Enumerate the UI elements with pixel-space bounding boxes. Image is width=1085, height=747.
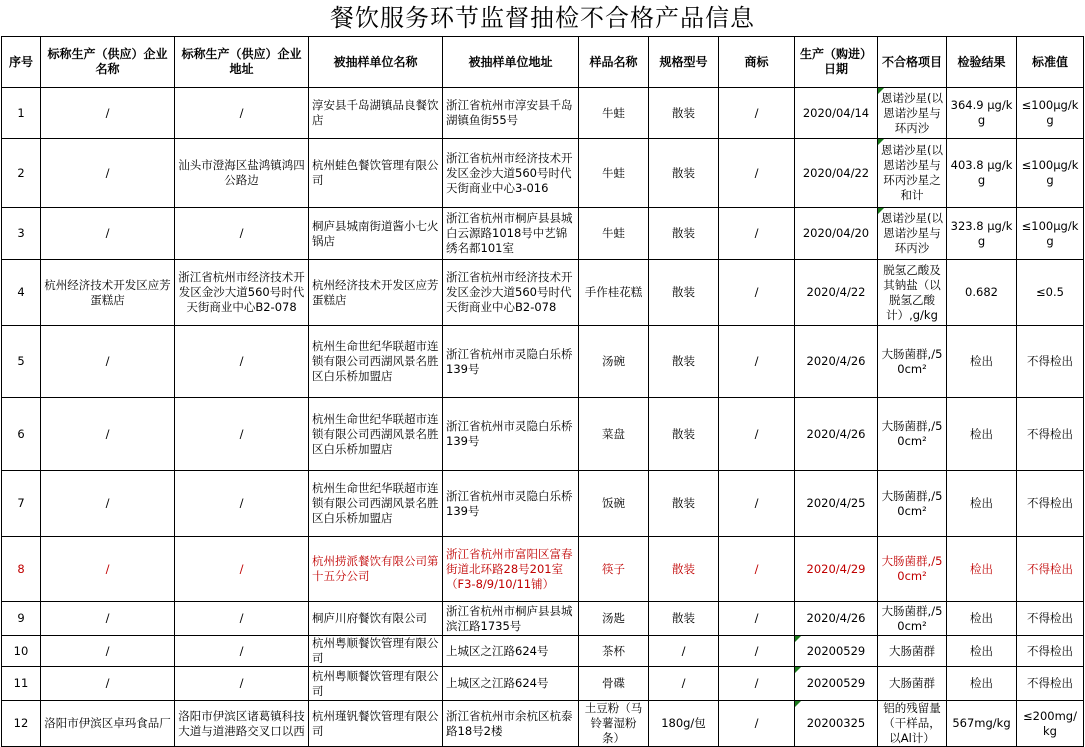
cell-brand: / bbox=[719, 667, 795, 701]
cell-sample-name: 牛蛙 bbox=[579, 88, 649, 139]
cell-spec: 散装 bbox=[649, 208, 719, 260]
cell-seq: 7 bbox=[2, 471, 41, 537]
header-row bbox=[2, 37, 1084, 88]
cell-brand: / bbox=[719, 636, 795, 667]
cell-sample-name: 筷子 bbox=[579, 537, 649, 602]
cell-sample-name: 汤碗 bbox=[579, 326, 649, 398]
table-row bbox=[2, 260, 1084, 326]
cell-brand: / bbox=[719, 326, 795, 398]
cell-seq: 1 bbox=[2, 88, 41, 139]
cell-failed-item: 大肠菌群 bbox=[878, 667, 947, 701]
table-row bbox=[2, 636, 1084, 667]
header-producer-address: 标称生产（供应）企业地址 bbox=[175, 37, 309, 88]
cell-brand: / bbox=[719, 471, 795, 537]
header-sampled-unit-name: 被抽样单位名称 bbox=[309, 37, 443, 88]
cell-sampled-unit-name: 杭州粤顺餐饮管理有限公司 bbox=[309, 667, 443, 701]
cell-brand: / bbox=[719, 139, 795, 208]
cell-spec: 散装 bbox=[649, 602, 719, 636]
cell-seq: 5 bbox=[2, 326, 41, 398]
cell-sampled-unit-address: 浙江省杭州市淳安县千岛湖镇鱼街55号 bbox=[443, 88, 579, 139]
cell-sample-name: 牛蛙 bbox=[579, 208, 649, 260]
cell-standard: 不得检出 bbox=[1017, 398, 1084, 471]
cell-sampled-unit-name: 杭州蛙色餐饮管理有限公司 bbox=[309, 139, 443, 208]
cell-brand: / bbox=[719, 602, 795, 636]
cell-sampled-unit-address: 上城区之江路624号 bbox=[443, 636, 579, 667]
cell-sampled-unit-name: 杭州生命世纪华联超市连锁有限公司西湖风景名胜区白乐桥加盟店 bbox=[309, 326, 443, 398]
header-date: 生产（购进）日期 bbox=[795, 37, 878, 88]
cell-brand: / bbox=[719, 398, 795, 471]
table-row bbox=[2, 326, 1084, 398]
cell-failed-item: 铝的残留量（干样品，以Al计） bbox=[878, 701, 947, 747]
cell-spec: 散装 bbox=[649, 471, 719, 537]
cell-sampled-unit-address: 浙江省杭州市灵隐白乐桥139号 bbox=[443, 471, 579, 537]
cell-seq: 6 bbox=[2, 398, 41, 471]
cell-result: 0.682 bbox=[947, 260, 1017, 326]
header-brand: 商标 bbox=[719, 37, 795, 88]
cell-brand: / bbox=[719, 537, 795, 602]
header-sample-name: 样品名称 bbox=[579, 37, 649, 88]
cell-sample-name: 牛蛙 bbox=[579, 139, 649, 208]
cell-producer-name: / bbox=[41, 88, 175, 139]
cell-sample-name: 手作桂花糕 bbox=[579, 260, 649, 326]
table-row bbox=[2, 139, 1084, 208]
cell-date: 2020/4/22 bbox=[795, 260, 878, 326]
cell-standard: 不得检出 bbox=[1017, 636, 1084, 667]
cell-date: 2020/4/26 bbox=[795, 398, 878, 471]
cell-standard: ≤200mg/kg bbox=[1017, 701, 1084, 747]
cell-standard: 不得检出 bbox=[1017, 326, 1084, 398]
cell-producer-address: / bbox=[175, 636, 309, 667]
cell-standard: ≤100μg/kg bbox=[1017, 139, 1084, 208]
cell-result: 364.9 μg/kg bbox=[947, 88, 1017, 139]
cell-date: 20200529 bbox=[795, 667, 878, 701]
page-title: 餐饮服务环节监督抽检不合格产品信息 bbox=[330, 4, 755, 32]
cell-producer-address: / bbox=[175, 208, 309, 260]
cell-sample-name: 茶杯 bbox=[579, 636, 649, 667]
cell-brand: / bbox=[719, 701, 795, 747]
cell-brand: / bbox=[719, 260, 795, 326]
cell-sample-name: 骨碟 bbox=[579, 667, 649, 701]
table-row bbox=[2, 701, 1084, 747]
cell-failed-item: 恩诺沙星(以恩诺沙星与环丙沙 bbox=[878, 88, 947, 139]
cell-standard: 不得检出 bbox=[1017, 471, 1084, 537]
cell-brand: / bbox=[719, 88, 795, 139]
cell-sampled-unit-address: 浙江省杭州市经济技术开发区金沙大道560号时代天街商业中心3-016 bbox=[443, 139, 579, 208]
cell-brand: / bbox=[719, 208, 795, 260]
cell-sampled-unit-address: 浙江省杭州市余杭区杭泰路18号2楼 bbox=[443, 701, 579, 747]
cell-result: 检出 bbox=[947, 667, 1017, 701]
cell-result: 403.8 μg/kg bbox=[947, 139, 1017, 208]
cell-sampled-unit-name: 桐庐县城南街道酱小七火锅店 bbox=[309, 208, 443, 260]
cell-producer-name: / bbox=[41, 537, 175, 602]
cell-failed-item: 大肠菌群,/50cm² bbox=[878, 537, 947, 602]
cell-sampled-unit-name: 杭州经济技术开发区应芳蛋糕店 bbox=[309, 260, 443, 326]
table-row bbox=[2, 398, 1084, 471]
cell-sampled-unit-address: 上城区之江路624号 bbox=[443, 667, 579, 701]
cell-date: 20200529 bbox=[795, 636, 878, 667]
cell-producer-name: 杭州经济技术开发区应芳蛋糕店 bbox=[41, 260, 175, 326]
cell-failed-item: 大肠菌群 bbox=[878, 636, 947, 667]
cell-spec: 散装 bbox=[649, 398, 719, 471]
cell-seq: 10 bbox=[2, 636, 41, 667]
cell-producer-name: / bbox=[41, 667, 175, 701]
cell-producer-address: / bbox=[175, 537, 309, 602]
table-row bbox=[2, 88, 1084, 139]
table-row-highlighted bbox=[2, 537, 1084, 602]
cell-spec: 180g/包 bbox=[649, 701, 719, 747]
cell-seq: 4 bbox=[2, 260, 41, 326]
cell-producer-name: / bbox=[41, 471, 175, 537]
table-row bbox=[2, 602, 1084, 636]
cell-result: 检出 bbox=[947, 537, 1017, 602]
cell-producer-name: / bbox=[41, 398, 175, 471]
cell-date: 2020/04/22 bbox=[795, 139, 878, 208]
inspection-table bbox=[1, 36, 1084, 747]
cell-standard: ≤0.5 bbox=[1017, 260, 1084, 326]
cell-result: 检出 bbox=[947, 326, 1017, 398]
cell-spec: 散装 bbox=[649, 139, 719, 208]
cell-standard: 不得检出 bbox=[1017, 667, 1084, 701]
header-standard: 标准值 bbox=[1017, 37, 1084, 88]
cell-failed-item: 恩诺沙星(以恩诺沙星与环丙沙 bbox=[878, 208, 947, 260]
cell-producer-name: / bbox=[41, 602, 175, 636]
cell-result: 检出 bbox=[947, 471, 1017, 537]
cell-sample-name: 菜盘 bbox=[579, 398, 649, 471]
cell-sampled-unit-address: 浙江省杭州市桐庐县县城滨江路1735号 bbox=[443, 602, 579, 636]
cell-date: 2020/4/25 bbox=[795, 471, 878, 537]
cell-sampled-unit-address: 浙江省杭州市灵隐白乐桥139号 bbox=[443, 326, 579, 398]
cell-sampled-unit-address: 浙江省杭州市灵隐白乐桥139号 bbox=[443, 398, 579, 471]
cell-failed-item: 恩诺沙星(以恩诺沙星与环丙沙星之和计 bbox=[878, 139, 947, 208]
cell-producer-address: 洛阳市伊滨区诸葛镇科技大道与道港路交叉口以西 bbox=[175, 701, 309, 747]
header-sampled-unit-address: 被抽样单位地址 bbox=[443, 37, 579, 88]
cell-producer-address: 汕头市澄海区盐鸿镇鸿四公路边 bbox=[175, 139, 309, 208]
cell-producer-address: / bbox=[175, 602, 309, 636]
cell-spec: 散装 bbox=[649, 88, 719, 139]
cell-standard: 不得检出 bbox=[1017, 602, 1084, 636]
cell-seq: 9 bbox=[2, 602, 41, 636]
cell-date: 2020/4/26 bbox=[795, 602, 878, 636]
cell-result: 567mg/kg bbox=[947, 701, 1017, 747]
cell-result: 检出 bbox=[947, 602, 1017, 636]
cell-spec: 散装 bbox=[649, 537, 719, 602]
cell-sampled-unit-name: 淳安县千岛湖镇品良餐饮店 bbox=[309, 88, 443, 139]
cell-producer-address: / bbox=[175, 326, 309, 398]
cell-result: 检出 bbox=[947, 636, 1017, 667]
cell-sampled-unit-name: 杭州粤顺餐饮管理有限公司 bbox=[309, 636, 443, 667]
header-failed-item: 不合格项目 bbox=[878, 37, 947, 88]
cell-sampled-unit-name: 杭州捞派餐饮有限公司第十五分公司 bbox=[309, 537, 443, 602]
cell-standard: 不得检出 bbox=[1017, 537, 1084, 602]
cell-seq: 8 bbox=[2, 537, 41, 602]
cell-failed-item: 大肠菌群,/50cm² bbox=[878, 471, 947, 537]
cell-date: 2020/04/20 bbox=[795, 208, 878, 260]
cell-standard: ≤100μg/kg bbox=[1017, 208, 1084, 260]
cell-spec: / bbox=[649, 636, 719, 667]
cell-date: 20200325 bbox=[795, 701, 878, 747]
cell-sampled-unit-name: 杭州生命世纪华联超市连锁有限公司西湖风景名胜区白乐桥加盟店 bbox=[309, 471, 443, 537]
cell-sampled-unit-name: 桐庐川府餐饮有限公司 bbox=[309, 602, 443, 636]
cell-failed-item: 大肠菌群,/50cm² bbox=[878, 398, 947, 471]
cell-spec: 散装 bbox=[649, 260, 719, 326]
cell-sample-name: 土豆粉（马铃薯湿粉条） bbox=[579, 701, 649, 747]
cell-date: 2020/4/26 bbox=[795, 326, 878, 398]
header-spec: 规格型号 bbox=[649, 37, 719, 88]
cell-seq: 12 bbox=[2, 701, 41, 747]
cell-sample-name: 汤匙 bbox=[579, 602, 649, 636]
cell-seq: 3 bbox=[2, 208, 41, 260]
cell-sampled-unit-address: 浙江省杭州市经济技术开发区金沙大道560号时代天街商业中心B2-078 bbox=[443, 260, 579, 326]
cell-sampled-unit-address: 浙江省杭州市富阳区富春街道北环路28号201室（F3-8/9/10/11铺） bbox=[443, 537, 579, 602]
table-row bbox=[2, 208, 1084, 260]
header-producer-name: 标称生产（供应）企业名称 bbox=[41, 37, 175, 88]
cell-producer-name: / bbox=[41, 636, 175, 667]
cell-result: 323.8 μg/kg bbox=[947, 208, 1017, 260]
cell-spec: 散装 bbox=[649, 326, 719, 398]
header-seq: 序号 bbox=[2, 37, 41, 88]
cell-date: 2020/04/14 bbox=[795, 88, 878, 139]
cell-producer-name: / bbox=[41, 326, 175, 398]
cell-result: 检出 bbox=[947, 398, 1017, 471]
cell-seq: 11 bbox=[2, 667, 41, 701]
cell-producer-name: / bbox=[41, 139, 175, 208]
cell-date: 2020/4/29 bbox=[795, 537, 878, 602]
cell-producer-address: / bbox=[175, 667, 309, 701]
cell-sampled-unit-name: 杭州生命世纪华联超市连锁有限公司西湖风景名胜区白乐桥加盟店 bbox=[309, 398, 443, 471]
cell-failed-item: 大肠菌群,/50cm² bbox=[878, 602, 947, 636]
header-result: 检验结果 bbox=[947, 37, 1017, 88]
cell-producer-address: 浙江省杭州市经济技术开发区金沙大道560号时代天街商业中心B2-078 bbox=[175, 260, 309, 326]
cell-sampled-unit-name: 杭州瑾钒餐饮管理有限公司 bbox=[309, 701, 443, 747]
cell-producer-address: / bbox=[175, 88, 309, 139]
cell-producer-address: / bbox=[175, 398, 309, 471]
cell-spec: / bbox=[649, 667, 719, 701]
cell-sampled-unit-address: 浙江省杭州市桐庐县县城白云源路1018号中艺锦绣名都101室 bbox=[443, 208, 579, 260]
cell-seq: 2 bbox=[2, 139, 41, 208]
cell-sample-name: 饭碗 bbox=[579, 471, 649, 537]
cell-standard: ≤100μg/kg bbox=[1017, 88, 1084, 139]
cell-producer-name: / bbox=[41, 208, 175, 260]
table-row bbox=[2, 667, 1084, 701]
cell-failed-item: 脱氢乙酸及其钠盐（以脱氢乙酸计）,g/kg bbox=[878, 260, 947, 326]
cell-failed-item: 大肠菌群,/50cm² bbox=[878, 326, 947, 398]
cell-producer-name: 洛阳市伊滨区卓玛食品厂 bbox=[41, 701, 175, 747]
table-row bbox=[2, 471, 1084, 537]
cell-producer-address: / bbox=[175, 471, 309, 537]
